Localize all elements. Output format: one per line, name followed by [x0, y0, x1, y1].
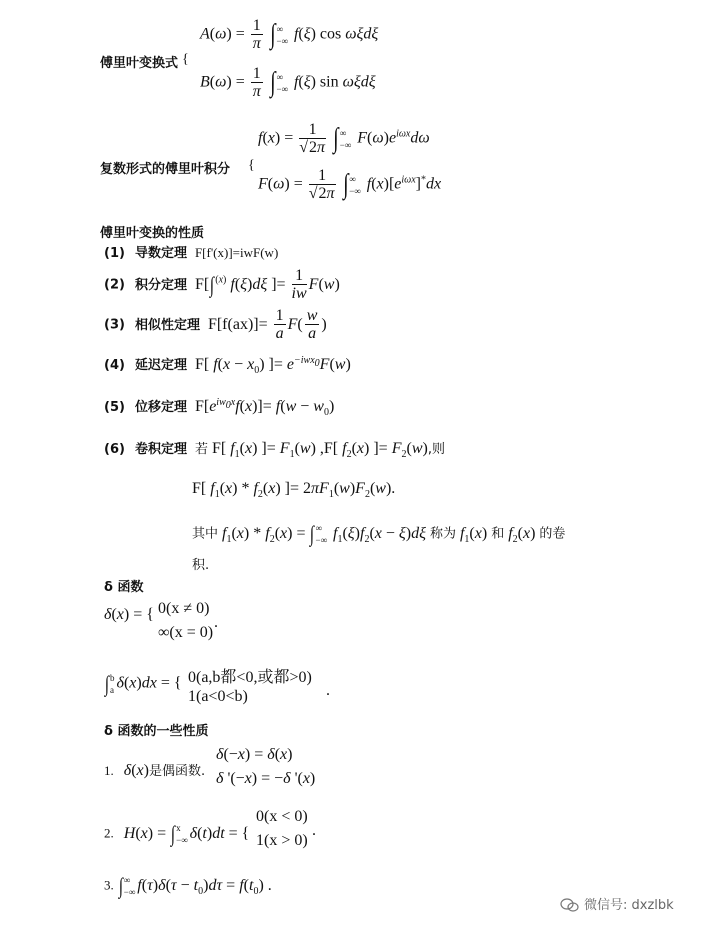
property-number: (6) — [104, 442, 125, 457]
property-5 — [104, 396, 334, 418]
wechat-icon — [560, 898, 580, 912]
property-formula: F[ $f(x - x_0)$ ]= $e^{-iwx_0}F(w)$ — [194, 354, 351, 377]
section-title-fourier-transform: 傅里叶变换式 — [100, 56, 179, 71]
property-number: (2) — [104, 277, 125, 293]
section-title-complex-fourier: 复数形式的傅里叶积分 — [100, 162, 231, 177]
heaviside-piece-1: 0(x < 0) — [256, 808, 308, 825]
item-number: 3. — [104, 877, 114, 893]
delta-even-1: δ(−x) = δ(x) — [216, 746, 293, 763]
formula-A-omega: A(ω) = $\frac{1}{\pi}$ ∫ ∞ −∞ f(ξ) cos ωξdξ — [200, 17, 379, 52]
property-name: 延迟定理 — [134, 358, 187, 373]
section-title-delta: δ 函数 — [104, 580, 144, 595]
property-number: (1) — [104, 246, 125, 261]
heaviside-piece-2: 1(x > 0) — [256, 832, 308, 849]
property-formula: $F[e^{iw_0x}f(x)]= f(w - w_0)$ — [194, 396, 335, 419]
item-number: 2. — [104, 825, 114, 841]
formula-B-omega: B(ω) = $\frac{1}{\pi}$ ∫ ∞ −∞ f(ξ) sin ωξdξ — [200, 65, 376, 100]
property-4 — [104, 354, 351, 376]
item-number: 1. — [104, 763, 114, 778]
delta-piece-1: 0(x ≠ 0) — [158, 600, 210, 617]
property-formula: F[f(ax)]= $\frac{1}{a}$ F( $\frac{w}{a}$ ) — [207, 307, 327, 342]
period: . — [214, 614, 218, 631]
delta-definition: δ(x) = { — [104, 606, 154, 623]
property-formula: F[∫$^{(x)}$ f(ξ)dξ ]= $\frac{1}{iw}$ F(w) — [194, 267, 340, 302]
delta-even-2: δ '(−x) = −δ '(x) — [216, 770, 316, 787]
text-chengwei: 称为 — [429, 526, 456, 542]
text-de-juan: 的卷 — [539, 526, 566, 542]
brace: { — [248, 158, 255, 173]
brace: { — [182, 52, 189, 67]
delta-piece-2: ∞(x = 0) — [158, 624, 214, 641]
property-number: (5) — [104, 400, 125, 415]
delta-int-piece-2: 1(a<0<b) — [188, 688, 248, 705]
property-formula: F[ $f_1(x)$ ]= $F_1(w)$ ,F[ $f_2(x)$ ]= $F_2(w)$ — [211, 440, 428, 461]
property-6 — [104, 438, 445, 460]
delta-property-2: 2. H(x) = ∫ x −∞ δ(t)dt = { — [104, 821, 250, 846]
property-2 — [104, 268, 340, 302]
text-ze: ,则 — [427, 442, 445, 457]
watermark — [560, 894, 674, 914]
property-name: 相似性定理 — [134, 317, 200, 333]
convolution-integral: $f_1(x) * f_2(x)$ = ∫ ∞ −∞ $f_1(\xi)f_2(x - \xi)d\xi$ — [222, 521, 426, 546]
text-ji: 积. — [192, 558, 210, 573]
section-title-delta-properties: δ 函数的一些性质 — [104, 724, 209, 739]
delta-property-1: 1. δ(x)是偶函数. — [104, 762, 206, 779]
item-text: 是偶函数. — [148, 764, 206, 779]
period: . — [312, 822, 316, 839]
formula-f-x: f(x) = $\frac{1}{√2\pi}$ ∫ ∞ −∞ $F(\omega)e^{i\omega x}d\omega$ — [258, 121, 430, 156]
text-ruo: 若 — [194, 442, 208, 457]
property-1 — [104, 242, 278, 262]
convolution-definition: 其中 $f_1(x) * f_2(x)$ = ∫ ∞ −∞ $f_1(\xi)f_2(x - \xi)d\xi$ 称为 $f_1(x)$ 和 $f_2(x)$ 的卷 — [192, 521, 566, 546]
property-name: 积分定理 — [134, 277, 187, 293]
property-formula: F[f'(x)]=iwF(w) — [194, 245, 279, 260]
property-number: (4) — [104, 358, 125, 373]
delta-property-3: 3. ∫ ∞ −∞ $f(\tau)\delta(\tau - t_0)d\tau = f(t_0)$ . — [104, 873, 272, 898]
delta-int-piece-1: 0(a,b都<0,或都>0) — [188, 669, 312, 686]
text-he: 和 — [491, 526, 505, 542]
delta-integral: ∫ b a δ(x)dx = { — [104, 671, 182, 696]
property-name: 卷积定理 — [134, 442, 187, 457]
property-number: (3) — [104, 317, 125, 333]
property-3 — [104, 308, 327, 342]
text-qizhong: 其中 — [192, 526, 219, 542]
property-name: 导数定理 — [134, 246, 187, 261]
formula-F-omega: F(ω) = $\frac{1}{√2\pi}$ ∫ ∞ −∞ $f(x)[e^{i\omega x}]^*dx$ — [258, 167, 442, 202]
property-name: 位移定理 — [134, 400, 187, 415]
watermark-text: 微信号: dxzlbk — [584, 898, 674, 913]
section-title-properties: 傅里叶变换的性质 — [100, 226, 205, 241]
convolution-formula: F[ $f_1(x) * f_2(x)$ ]= $2\pi F_1(w)F_2(w)$. — [192, 480, 396, 501]
period: . — [326, 682, 330, 699]
